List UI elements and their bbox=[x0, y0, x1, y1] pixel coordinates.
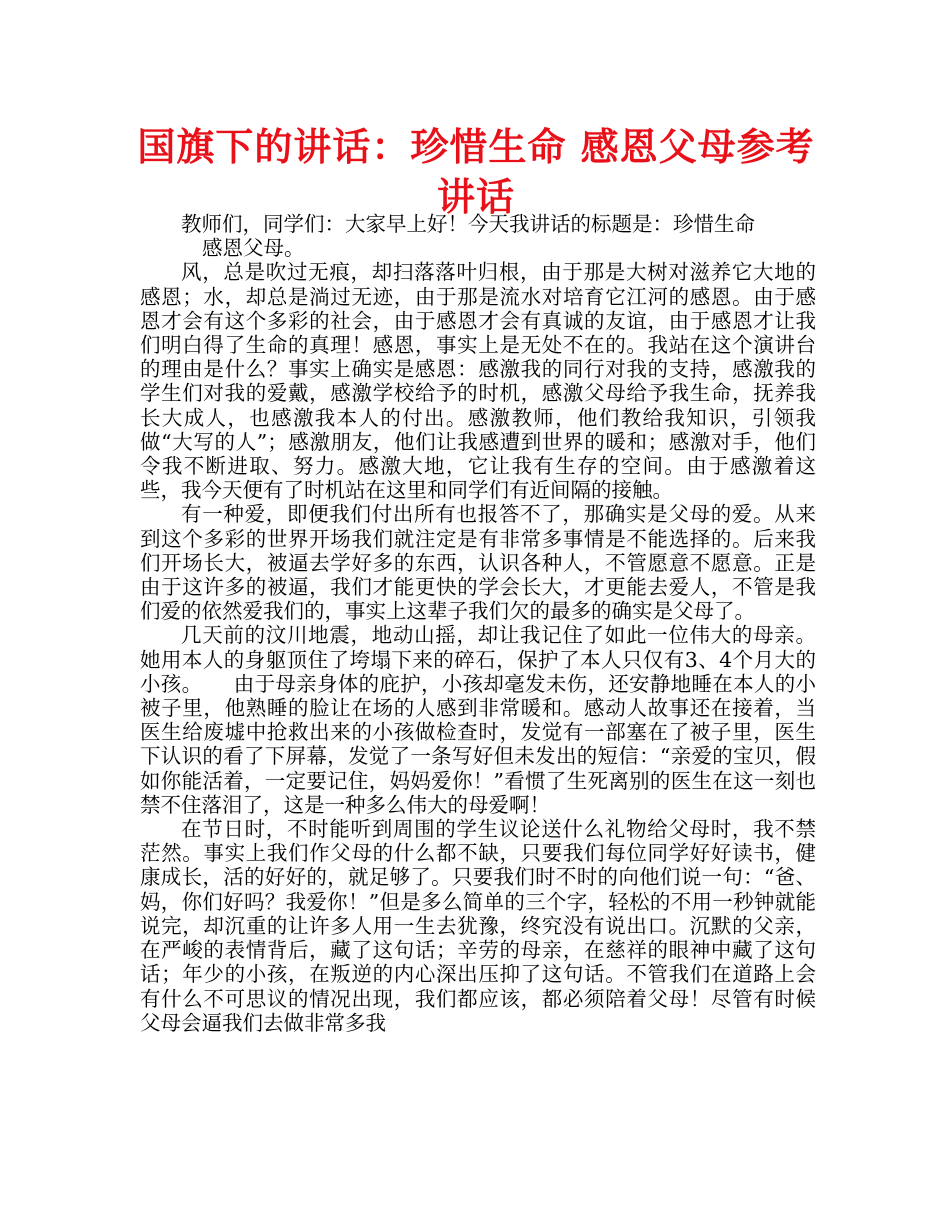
document-title: 国旗下的讲话：珍惜生命 感恩父母参考讲话 bbox=[137, 125, 815, 219]
paragraph-gratitude: 风，总是吹过无痕，却扫落落叶归根，由于那是大树对滋养它大地的感恩；水，却总是淌过无迹，由于那是流水对培育它江河的感恩。由于感恩才会有这个多彩的社会，由于感恩才会有真诚的友谊，由于感恩才让我们明白得了生命的真理！感恩，事实上是无处不在的。我站在这个演讲台的理由是什么？事实上确实是感恩：感激我的同行对我的支持，感激我的学生们对我的爱戴，感激学校给予的时机，感激父母给予我生命，抚养我长大成人，也感激我本人的付出。感激教师，他们教给我知识，引领我做“大写的人”；感激朋友，他们让我感遭到世界的暖和；感激对手，他们令我不断进取、努力。感激大地，它让我有生存的空间。由于感激着这些，我今天便有了时机站在这里和同学们有近间隔的接触。 bbox=[140, 260, 816, 503]
paragraph-parents-love: 有一种爱，即便我们付出所有也报答不了，那确实是父母的爱。从来到这个多彩的世界开场我们就注定是有非常多事情是不能选择的。后来我们开场长大，被逼去学好多的东西，认识各种人，不管愿意不愿意。正是由于这许多的被逼，我们才能更快的学会长大，才更能去爱人，不管是我们爱的依然爱我们的，事实上这辈子我们欠的最多的确实是父母了。 bbox=[140, 502, 816, 624]
document-body bbox=[140, 212, 816, 1035]
greeting-paragraph bbox=[140, 212, 816, 260]
greeting-line-1: 教师们，同学们：大家早上好！今天我讲话的标题是：珍惜生命 bbox=[181, 212, 755, 236]
paragraph-holiday-gifts: 在节日时，不时能听到周围的学生议论送什么礼物给父母时，我不禁茫然。事实上我们作父母的什么都不缺，只要我们每位同学好好读书，健康成长，活的好好的，就足够了。只要我们时不时的向他们说一句：“爸、妈，你们好吗？我爱你！”但是多么简单的三个字，轻松的不用一秒钟就能说完，却沉重的让许多人用一生去犹豫，终究没有说出口。沉默的父亲，在严峻的表情背后，藏了这句话；辛劳的母亲，在慈祥的眼神中藏了这句话；年少的小孩，在叛逆的内心深出压抑了这句话。不管我们在道路上会有什么不可思议的情况出现，我们都应该，都必须陪着父母！尽管有时候父母会逼我们去做非常多我 bbox=[140, 817, 816, 1035]
paragraph-earthquake-mother: 几天前的汶川地震，地动山摇，却让我记住了如此一位伟大的母亲。她用本人的身躯顶住了垮塌下来的碎石，保护了本人只仅有3、4个月大的小孩。 由于母亲身体的庇护，小孩却毫发未伤，还安静地睡在本人的小被子里，他熟睡的脸让在场的人感到非常暖和。感动人故事还在接着，当医生给废墟中抢救出来的小孩做检查时，发觉有一部塞在了被子里，医生下认识的看了下屏幕，发觉了一条写好但未发出的短信：“亲爱的宝贝，假如你能活着，一定要记住，妈妈爱你！”看惯了生死离别的医生在这一刻也禁不住落泪了，这是一种多么伟大的母爱啊！ bbox=[140, 623, 816, 817]
greeting-line-2: 感恩父母。 bbox=[202, 236, 305, 261]
